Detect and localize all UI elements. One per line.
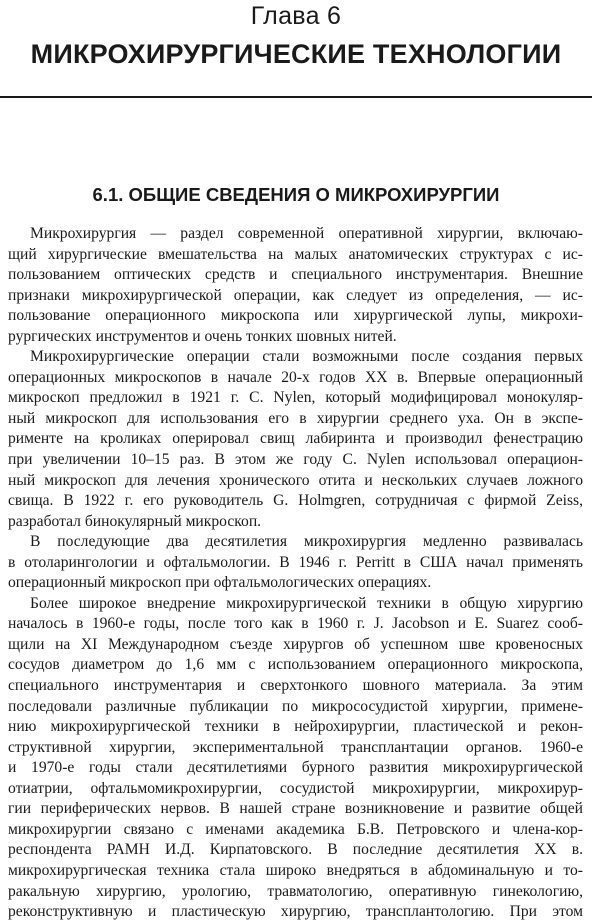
section-title: 6.1. ОБЩИЕ СВЕДЕНИЯ О МИКРОХИРУРГИИ xyxy=(92,184,500,205)
text-line: сосудов диаметром до 1,6 мм с использованием операционного микроскопа, xyxy=(8,656,583,674)
text-line: ный микроскоп для лечения хронического отита и нескольких случаев ложного xyxy=(8,471,583,489)
text-line: свища. В 1922 г. его руководитель G. Holmgren, сотрудничая с фирмой Zeiss, xyxy=(8,492,583,510)
paragraph xyxy=(8,347,583,532)
text-line: рургических инструментов и очень тонких шовных нитей. xyxy=(8,327,397,345)
text-line: разработал бинокулярный микроскоп. xyxy=(8,512,262,530)
text-line: Более широкое внедрение микрохирургической техники в общую хирургию xyxy=(30,594,583,612)
paragraph xyxy=(8,594,583,923)
text-line: гии периферических нервов. В нашей стране возникновение и развитие общей xyxy=(8,800,583,818)
text-line: микроскоп предложил в 1921 г. C. Nylen, который модифицировал монокуляр- xyxy=(8,389,583,407)
text-line: при увеличении 10–15 раз. В этом же году C. Nylen использовал операцион- xyxy=(8,451,583,469)
text-line: пользование операционного микроскопа или хирургической лупы, микрохи- xyxy=(8,307,583,325)
text-line: пользованием оптических средств и специального инструментария. Внешние xyxy=(8,266,583,284)
chapter-divider xyxy=(0,96,592,98)
text-line: специального инструментария и сверхтонкого шовного материала. За этим xyxy=(8,677,583,695)
text-line: ракальную хирургию, урологию, травматологию, оперативную гинекологию, xyxy=(8,882,583,900)
text-line: Микрохирургические операции стали возможными после создания первых xyxy=(30,348,583,366)
text-line: и 1970-е годы стали десятилетиями бурного развития микрохирургической xyxy=(8,759,583,777)
text-line: рименте на кроликах оперировал свищ лабиринта и производил фенестрацию xyxy=(8,430,583,448)
text-line: респондента РАМН И.Д. Кирпатовского. В последние десятилетия XX в. xyxy=(8,841,583,859)
text-line: началось в 1960-е годы, после того как в 1960 г. J. Jacobson и E. Suarez сооб- xyxy=(8,615,583,633)
text-line: В последующие два десятилетия микрохирургия медленно развивалась xyxy=(30,533,583,551)
chapter-label: Глава 6 xyxy=(250,2,342,30)
text-line: реконструктивную и пластическую хирургию, трансплантологию. При этом xyxy=(8,903,583,921)
text-line: операционный микроскоп при офтальмологических операциях. xyxy=(8,574,432,592)
text-line: ный микроскоп для использования его в хирургии среднего уха. Он в экспе- xyxy=(8,409,583,427)
chapter-title: МИКРОХИРУРГИЧЕСКИЕ ТЕХНОЛОГИИ xyxy=(30,39,562,69)
text-line: Микрохирургия — раздел современной оперативной хирургии, включаю- xyxy=(30,225,583,242)
text-line: щили на XI Международном съезде хирургов об успешном шве кровеносных xyxy=(8,635,583,653)
body-text xyxy=(8,224,583,923)
text-line: признаки микрохирургической операции, как следует из определения, — ис- xyxy=(8,286,583,304)
text-line: микрохирургическая техника стала широко внедряться в абдоминальную и то- xyxy=(8,861,583,879)
text-line: в отоларингологии и офтальмологии. В 1946 г. Perritt в США начал применять xyxy=(8,553,583,571)
text-line: операционных микроскопов в начале 20-х годов XX в. Впервые операционный xyxy=(8,368,583,386)
text-line: структивной хирургии, экспериментальной трансплантации органов. 1960-е xyxy=(8,738,583,756)
text-line: отиатрии, офтальмомикрохирургии, сосудистой микрохирургии, микрохирур- xyxy=(8,779,583,797)
text-line: нию микрохирургической техники в нейрохирургии, пластической и рекон- xyxy=(8,718,583,736)
paragraph xyxy=(8,224,583,347)
paragraph xyxy=(8,532,583,594)
text-line: микрохирургии связано с именами академика Б.В. Петровского и члена-кор- xyxy=(8,820,583,838)
text-line: последовали различные публикации по микрососудистой хирургии, примене- xyxy=(8,697,583,715)
text-line: щий хирургические вмешательства на малых анатомических структурах с ис- xyxy=(8,245,583,263)
